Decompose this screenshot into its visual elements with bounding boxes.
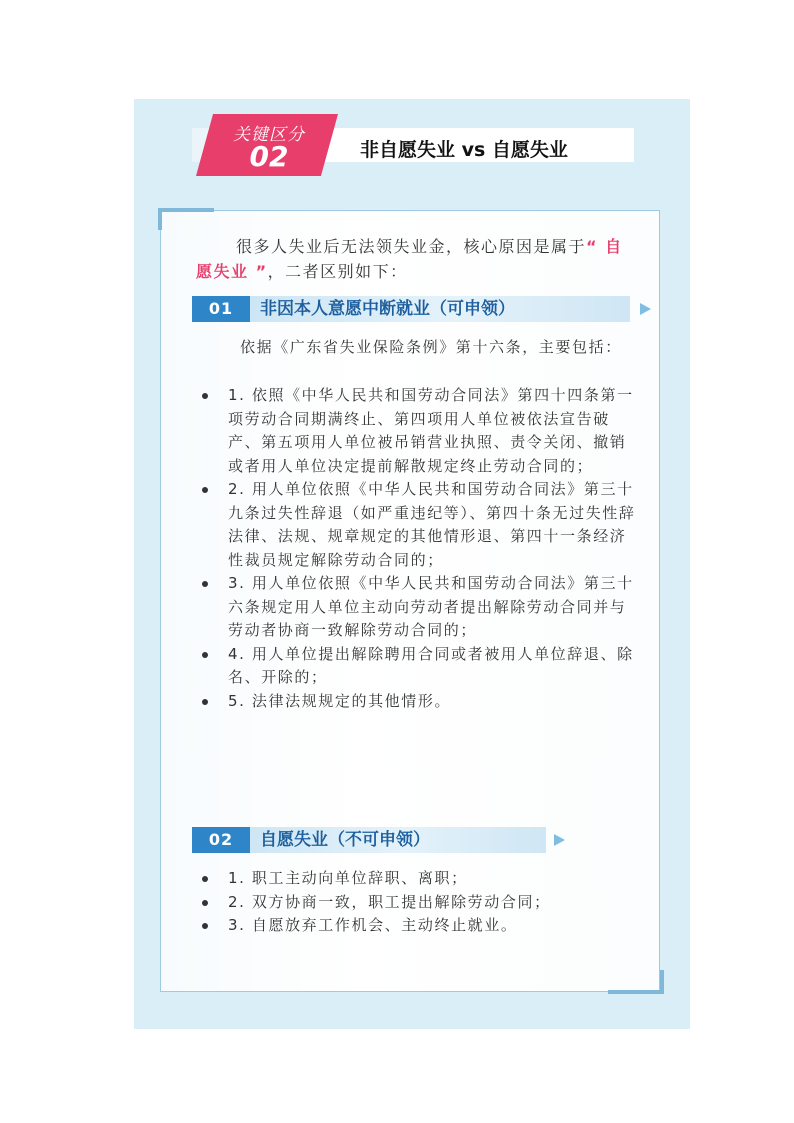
list-item [196, 891, 636, 915]
section-01-list [196, 384, 636, 713]
intro-text-end: ，二者区别如下： [267, 262, 408, 281]
bullet-icon [202, 487, 208, 493]
section-header-02 [192, 827, 546, 853]
list-item [196, 384, 636, 478]
list-item [196, 914, 636, 938]
intro-highlight: “ 自愿失业 ” [196, 237, 623, 281]
list-item-text: 3. 自愿放弃工作机会、主动终止就业。 [228, 916, 518, 934]
section-header-01 [192, 296, 630, 322]
intro-paragraph [196, 234, 632, 284]
bullet-icon [202, 923, 208, 929]
bullet-icon [202, 652, 208, 658]
bullet-icon [202, 581, 208, 587]
corner-decoration [660, 970, 664, 994]
list-item-text: 2. 双方协商一致，职工提出解除劳动合同； [228, 892, 551, 911]
corner-decoration [158, 208, 162, 230]
section-number: 02 [192, 827, 250, 853]
intro-text: 很多人失业后无法领失业金，核心原因是属于 [236, 237, 587, 256]
section-title: 自愿失业（不可申领） [260, 830, 430, 850]
bullet-icon [202, 876, 208, 882]
list-item-text: 4. 用人单位提出解除聘用合同或者被用人单位辞退、除名、开除的； [228, 644, 634, 686]
list-item-text: 5. 法律法规规定的其他情形。 [228, 691, 452, 710]
list-item [196, 690, 636, 714]
section-lead-text: 依据《广东省失业保险条例》第十六条，主要包括： [240, 338, 622, 356]
triangle-arrow-icon [640, 303, 651, 315]
triangle-arrow-icon [554, 834, 565, 846]
list-item [196, 867, 636, 891]
list-item-text: 1. 职工主动向单位辞职、离职； [228, 869, 468, 887]
badge-label: 关键区分 [233, 125, 305, 145]
bullet-icon [202, 900, 208, 906]
section-title: 非因本人意愿中断就业（可申领） [260, 299, 515, 319]
corner-decoration [608, 990, 664, 994]
badge-number: 02 [249, 140, 289, 173]
list-item-text: 1. 依照《中华人民共和国劳动合同法》第四十四条第一项劳动合同期满终止、第四项用人单位被依法宣告破产、第五项用人单位被吊销营业执照、责令关闭、撤销或者用人单位决定提前解散规定终止劳动合同的； [228, 386, 634, 475]
page-title: 非自愿失业 vs 自愿失业 [360, 139, 568, 161]
section-number: 01 [192, 296, 250, 322]
bullet-icon [202, 393, 208, 399]
section-lead [196, 336, 632, 360]
list-item [196, 643, 636, 690]
list-item [196, 478, 636, 572]
list-item-text: 2. 用人单位依照《中华人民共和国劳动合同法》第三十九条过失性辞退（如严重违纪等）、第四十条无过失性辞法律、法规、规章规定的其他情形退、第四十一条经济性裁员规定解除劳动合同的； [228, 480, 636, 569]
corner-decoration [158, 208, 214, 212]
section-02-list [196, 867, 636, 938]
list-item [196, 572, 636, 643]
list-item-text: 3. 用人单位依照《中华人民共和国劳动合同法》第三十六条规定用人单位主动向劳动者提出解除劳动合同并与劳动者协商一致解除劳动合同的； [228, 574, 634, 639]
bullet-icon [202, 699, 208, 705]
